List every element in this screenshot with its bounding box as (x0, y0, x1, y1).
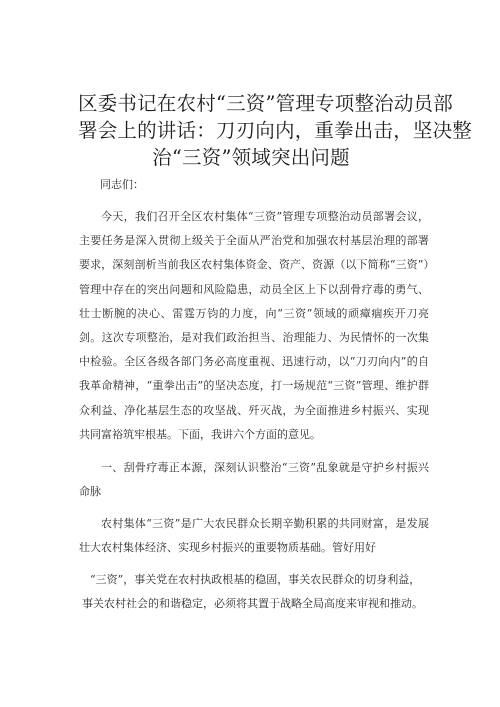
title-line-3: 治“三资”领域突出问题 (152, 146, 350, 169)
continued-line-1: “三资”，事关党在农村执政根基的稳固，事关农民群众的切身利益， (90, 573, 421, 586)
section-heading-1: 一、刮骨疗毒正本源，深刻认识整治“三资”乱象就是守护乡村振兴命脉 (79, 461, 429, 499)
title-line-2: 署会上的讲话：刀刃向内，重拳出击，坚决整 (78, 119, 473, 142)
continued-line-2: 事关农村社会的和谐稳定，必须将其置于战略全局高度来审视和推动。 (82, 597, 423, 611)
title-line-1: 区委书记在农村“三资”管理专项整治动员部 (78, 92, 453, 115)
paragraph-body-1: 农村集体“三资”是广大农民群众长期辛勤积累的共同财富，是发展壮大农村集体经济、实现乡村振兴的重要物质基础。管好用好 (79, 517, 429, 555)
paragraph-intro: 今天，我们召开全区农村集体“三资”管理专项整治动员部署会议，主要任务是深入贯彻上级关于全面从严治党和加强农村基层治理的部署要求，深刻剖析当前我区农村集体资金、资产、资源（以下简称“三资”）管理中存在的突出问题和风险隐患，动员全区上下以刮骨疗毒的勇气、壮士断腕的决心、雷霆万钧的力度，向“三资”领域的顽瘴痼疾开刀亮剑。这次专项整治，是对我们政治担当、治理能力、为民情怀的一次集中检验。全区各级各部门务必高度重视、迅速行动，以“刀刃向内”的自我革命精神，“重拳出击”的坚决态度，打一场规范“三资”管理、维护群众利益、净化基层生态的攻坚战、歼灭战，为全面推进乡村振兴、实现共同富裕筑牢根基。下面，我讲六个方面的意见。 (79, 210, 429, 441)
document-title (78, 90, 473, 171)
paragraph-continued (80, 568, 430, 616)
greeting: 同志们： (100, 178, 144, 191)
